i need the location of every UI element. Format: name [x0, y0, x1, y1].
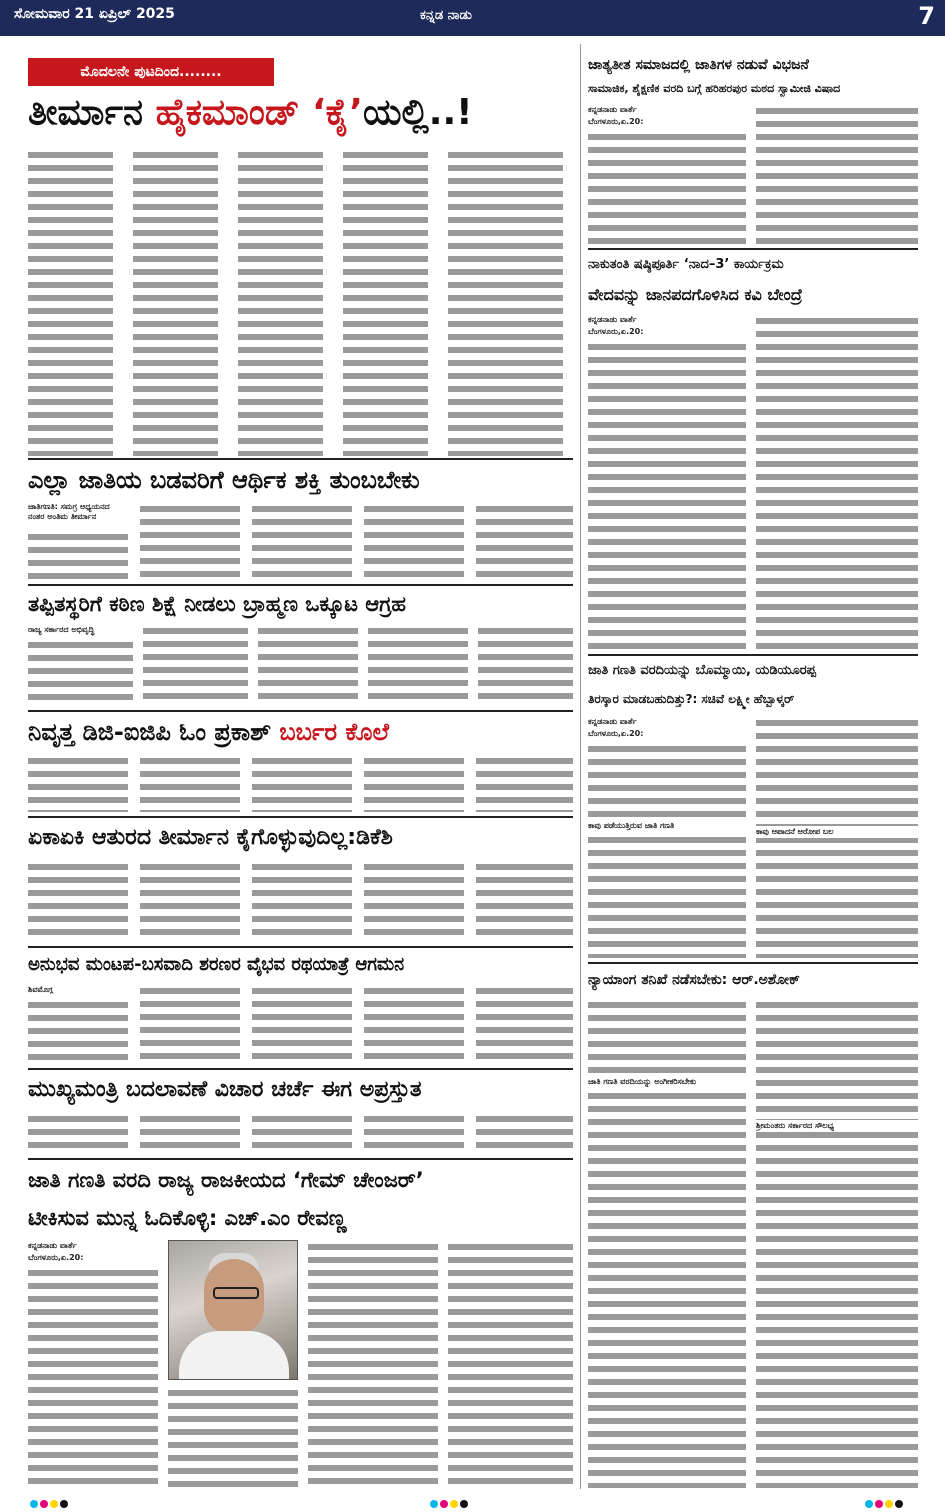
registration-dots-center	[430, 1493, 470, 1501]
story-subhead: ಜಾತಿಗಣತಿ: ಸಮಗ್ರ ಅಧ್ಯಯನದ ನಂತರ ಅಂತಿಮ ತೀರ್ಮಾನ	[28, 502, 110, 521]
lead-body-col2	[133, 148, 218, 456]
story-body	[476, 1112, 573, 1154]
photo-glasses	[213, 1287, 259, 1299]
lead-headline-part3: ಯಲ್ಲಿ..!	[363, 92, 473, 133]
photo-shirt	[179, 1331, 289, 1380]
lead-kicker: ಮೊದಲನೇ ಪುಟದಿಂದ........	[28, 58, 274, 86]
right-story-body	[756, 314, 918, 650]
byline: ಕನ್ನಡನಾಡು ವಾರ್ತೆ	[588, 717, 637, 726]
right-story-body	[588, 742, 746, 958]
story-body	[28, 1266, 158, 1488]
story-headline-line1: ಜಾತಿ ಗಣತಿ ವರದಿ ರಾಜ್ಯ ರಾಜಕೀಯದ ‘ಗೇಮ್ ಚೇಂಜರ್’	[28, 1168, 424, 1192]
story-body	[28, 638, 133, 706]
story-body	[252, 1112, 352, 1154]
byline-place: ಬೆಂಗಳೂರು,ಏ.20:	[588, 729, 644, 738]
right-story-body	[588, 998, 746, 1488]
byline: ಕನ್ನಡನಾಡು ವಾರ್ತೆ	[28, 1241, 77, 1250]
story-headline-part2: ಬರ್ಬರ ಕೊಲೆ	[279, 718, 389, 746]
byline: ಕನ್ನಡನಾಡು ವಾರ್ತೆ	[588, 105, 637, 114]
story-body	[140, 502, 240, 580]
right-story-headline-line1: ಜಾತ್ಯತೀತ ಸಮಾಜದಲ್ಲಿ ಜಾತಿಗಳ ನಡುವೆ ವಿಭಜನೆ	[588, 57, 809, 73]
lead-headline-part2: ಹೈಕಮಾಂಡ್ ‘ಕೈ’	[155, 92, 363, 133]
byline-place: ಬೆಂಗಳೂರು,ಏ.20:	[28, 1253, 84, 1262]
story-subhead: ರಾಜ್ಯ ಸರ್ಕಾರದ ಅಭಿವೃದ್ಧಿ	[28, 625, 95, 634]
page-number: 7	[918, 2, 935, 30]
story-headline: ಎಲ್ಲಾ ಜಾತಿಯ ಬಡವರಿಗೆ ಆರ್ಥಿಕ ಶಕ್ತಿ ತುಂಬಬೇಕು	[28, 466, 420, 494]
byline: ಕನ್ನಡನಾಡು ವಾರ್ತೆ	[588, 315, 637, 324]
story-headline: ಮುಖ್ಯಮಂತ್ರಿ ಬದಲಾವಣೆ ವಿಚಾರ ಚರ್ಚೆ ಈಗ ಅಪ್ರಸ್ತುತ	[28, 1077, 422, 1102]
registration-dots-right	[865, 1493, 905, 1501]
right-story-body	[756, 104, 918, 244]
lead-body-col5	[448, 148, 563, 456]
right-story-headline: ನ್ಯಾಯಾಂಗ ತನಿಖೆ ನಡೆಸಬೇಕು: ಆರ್.ಅಶೋಕ್	[588, 972, 800, 988]
story-body	[308, 1240, 438, 1488]
right-story-headline-line2: ಸಾಮಾಜಿಕ, ಶೈಕ್ಷಣಿಕ ವರದಿ ಬಗ್ಗೆ ಹರಿಹರಪುರ ಮಠದ ಸ್ವಾಮೀಜಿ ವಿಷಾದ	[588, 82, 841, 95]
story-body	[448, 1240, 573, 1488]
story-body	[476, 502, 573, 580]
story-body	[252, 502, 352, 580]
right-subhead: ಶ್ರೀಮಂತರು ಸರ್ಕಾರದ ಸೌಲಭ್ಯ	[756, 1120, 918, 1132]
lead-headline-part1: ತೀರ್ಮಾನ	[28, 92, 156, 133]
divider	[588, 962, 918, 964]
story-body	[364, 502, 464, 580]
lead-body-col1	[28, 148, 113, 456]
right-story-body	[588, 340, 746, 650]
story-body	[140, 984, 240, 1064]
right-story-body	[588, 130, 746, 244]
story-body	[364, 984, 464, 1064]
story-body	[476, 860, 573, 942]
lead-body-col4	[343, 148, 428, 456]
right-subhead: ಕಾವು ಪಡೆಯುತ್ತಿರುವ ಜಾತಿ ಗಣತಿ	[588, 820, 746, 832]
story-headline-part1: ನಿವೃತ್ತ ಡಿಜಿ-ಐಜಿಪಿ ಓಂ ಪ್ರಕಾಶ್	[28, 718, 280, 746]
right-story-headline-line2: ತಿರಸ್ಕಾರ ಮಾಡಬಹುದಿತ್ತು?: ಸಚಿವೆ ಲಕ್ಷ್ಮೀ ಹೆಬ್ಬಾಳ್ಕರ್	[588, 692, 795, 706]
lead-body-col3	[238, 148, 323, 456]
story-body	[364, 1112, 464, 1154]
story-body	[28, 754, 128, 812]
lead-headline	[28, 88, 573, 138]
portrait-photo	[168, 1240, 298, 1380]
divider	[28, 1158, 573, 1160]
story-headline	[28, 712, 573, 752]
story-body	[140, 754, 240, 812]
story-body	[143, 624, 248, 706]
registration-dots-left	[30, 1493, 70, 1501]
story-body	[140, 1112, 240, 1154]
right-story-headline-line2: ವೇದವನ್ನು ಜಾನಪದಗೊಳಿಸಿದ ಕವಿ ಬೇಂದ್ರೆ	[588, 285, 803, 304]
story-body	[252, 860, 352, 942]
story-body	[478, 624, 573, 706]
story-body	[252, 754, 352, 812]
right-story-headline-line1: ನಾಕುತಂತಿ ಷಷ್ಠಿಪೂರ್ತಿ ‘ನಾದ–3’ ಕಾರ್ಯಕ್ರಮ	[588, 257, 784, 272]
story-body	[258, 624, 358, 706]
story-body	[168, 1386, 298, 1488]
right-story-body	[756, 998, 918, 1488]
story-body	[28, 860, 128, 942]
right-story-headline-line1: ಜಾತಿ ಗಣತಿ ವರದಿಯನ್ನು ಬೊಮ್ಮಾಯಿ, ಯಡಿಯೂರಪ್ಪ	[588, 663, 816, 678]
story-body	[252, 984, 352, 1064]
story-body	[476, 984, 573, 1064]
divider	[588, 654, 918, 656]
byline-place: ಬೆಂಗಳೂರು,ಏ.20:	[588, 117, 644, 126]
story-body	[364, 754, 464, 812]
right-subhead: ಕಾವು ಆಪಾದನೆ ಆರೋಪ ಬಲ	[756, 826, 918, 838]
right-subhead: ಜಾತಿ ಗಣತಿ ವರದಿಯನ್ನು ಅಂಗೀಕರಿಸಬೇಕು	[588, 1076, 746, 1088]
divider	[588, 248, 918, 250]
byline-place: ಬೆಂಗಳೂರು,ಏ.20:	[588, 327, 644, 336]
story-body	[28, 1112, 128, 1154]
story-subhead: ಶಿವಮೊಗ್ಗ	[28, 985, 53, 994]
page-header	[0, 0, 945, 36]
story-body	[28, 998, 128, 1064]
column-separator	[580, 44, 581, 1489]
story-body	[364, 860, 464, 942]
story-body	[28, 530, 128, 580]
story-headline: ಅನುಭವ ಮಂಟಪ-ಬಸವಾದಿ ಶರಣರ ವೈಭವ ರಥಯಾತ್ರೆ ಆಗಮನ	[28, 954, 405, 975]
issue-date: ಸೋಮವಾರ 21 ಏಪ್ರಿಲ್ 2025	[14, 6, 175, 22]
story-headline-line2: ಟೀಕಿಸುವ ಮುನ್ನ ಓದಿಕೊಳ್ಳಿ: ಎಚ್.ಎಂ ರೇವಣ್ಣ	[28, 1206, 347, 1230]
story-headline: ತಪ್ಪಿತಸ್ಥರಿಗೆ ಕಠಿಣ ಶಿಕ್ಷೆ ನೀಡಲು ಬ್ರಾಹ್ಮಣ ಒಕ್ಕೂಟ ಆಗ್ರಹ	[28, 592, 406, 616]
masthead: ಕನ್ನಡ ನಾಡು	[420, 8, 472, 23]
story-body	[140, 860, 240, 942]
story-headline: ಏಕಾಏಕಿ ಆತುರದ ತೀರ್ಮಾನ ಕೈಗೊಳ್ಳುವುದಿಲ್ಲ:ಡಿಕೆಶಿ	[28, 825, 393, 850]
story-body	[368, 624, 468, 706]
story-body	[476, 754, 573, 812]
